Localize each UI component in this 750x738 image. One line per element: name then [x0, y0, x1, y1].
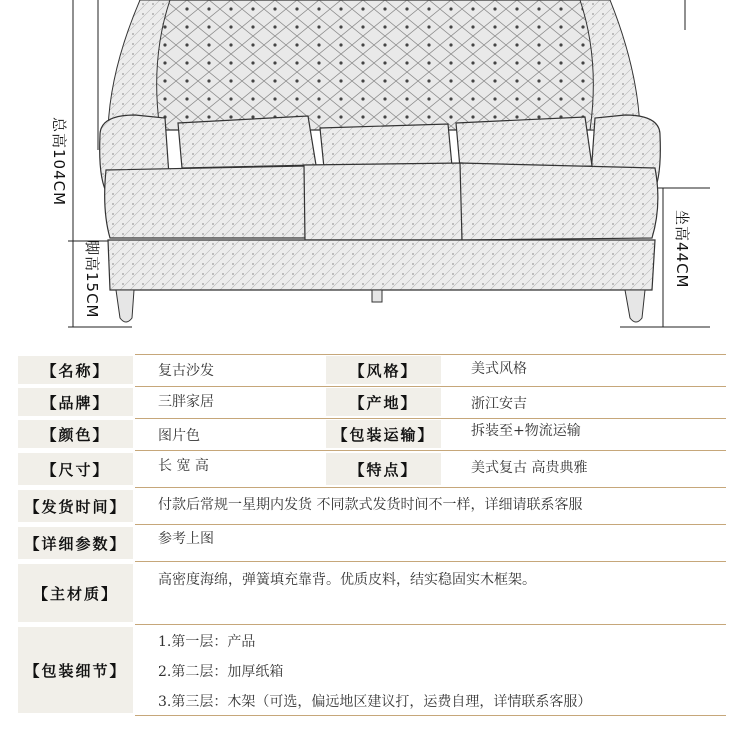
seat-height-label: 坐高44CM: [673, 210, 691, 289]
feature-label: 【特点】: [326, 453, 441, 485]
size-label: 【尺寸】: [18, 453, 133, 485]
size-value: 长 宽 高: [158, 458, 209, 474]
shipping-value: 拆装至+物流运输: [471, 423, 581, 439]
color-label: 【颜色】: [18, 420, 133, 448]
material-label: 【主材质】: [18, 564, 133, 622]
name-label: 【名称】: [18, 356, 133, 384]
origin-label: 【产地】: [326, 388, 441, 416]
packing-line-3: 3.第三层：木架（可选，偏远地区建议打，运费自理，详情联系客服）: [158, 694, 592, 710]
feature-value: 美式复古 高贵典雅: [471, 460, 588, 476]
delivery-value: 付款后常规一星期内发货 不同款式发货时间不一样，详细请联系客服: [158, 497, 583, 513]
foot-height-label: 脚高15CM: [83, 240, 101, 319]
origin-value: 浙江安吉: [471, 396, 527, 412]
params-label: 【详细参数】: [18, 527, 133, 559]
material-value: 高密度海绵，弹簧填充靠背。优质皮料，结实稳固实木框架。: [158, 572, 536, 588]
color-value: 图片色: [158, 428, 200, 444]
packing-list: [150, 627, 726, 717]
packing-label: 【包装细节】: [18, 627, 133, 713]
sofa-drawing: [0, 0, 750, 345]
brand-value: 三胖家居: [158, 394, 214, 410]
packing-line-1: 1.第一层：产品: [158, 634, 256, 650]
packing-line-2: 2.第二层：加厚纸箱: [158, 664, 284, 680]
sofa-sketch-image: [0, 0, 750, 345]
brand-label: 【品牌】: [18, 388, 133, 416]
delivery-label: 【发货时间】: [18, 490, 133, 522]
total-height-label: 总高104CM: [50, 117, 68, 207]
style-value: 美式风格: [471, 361, 527, 377]
spec-table: [18, 354, 726, 716]
name-value: 复古沙发: [158, 363, 214, 379]
shipping-label: 【包装运输】: [326, 420, 441, 448]
style-label: 【风格】: [326, 356, 441, 384]
params-value: 参考上图: [158, 531, 214, 547]
